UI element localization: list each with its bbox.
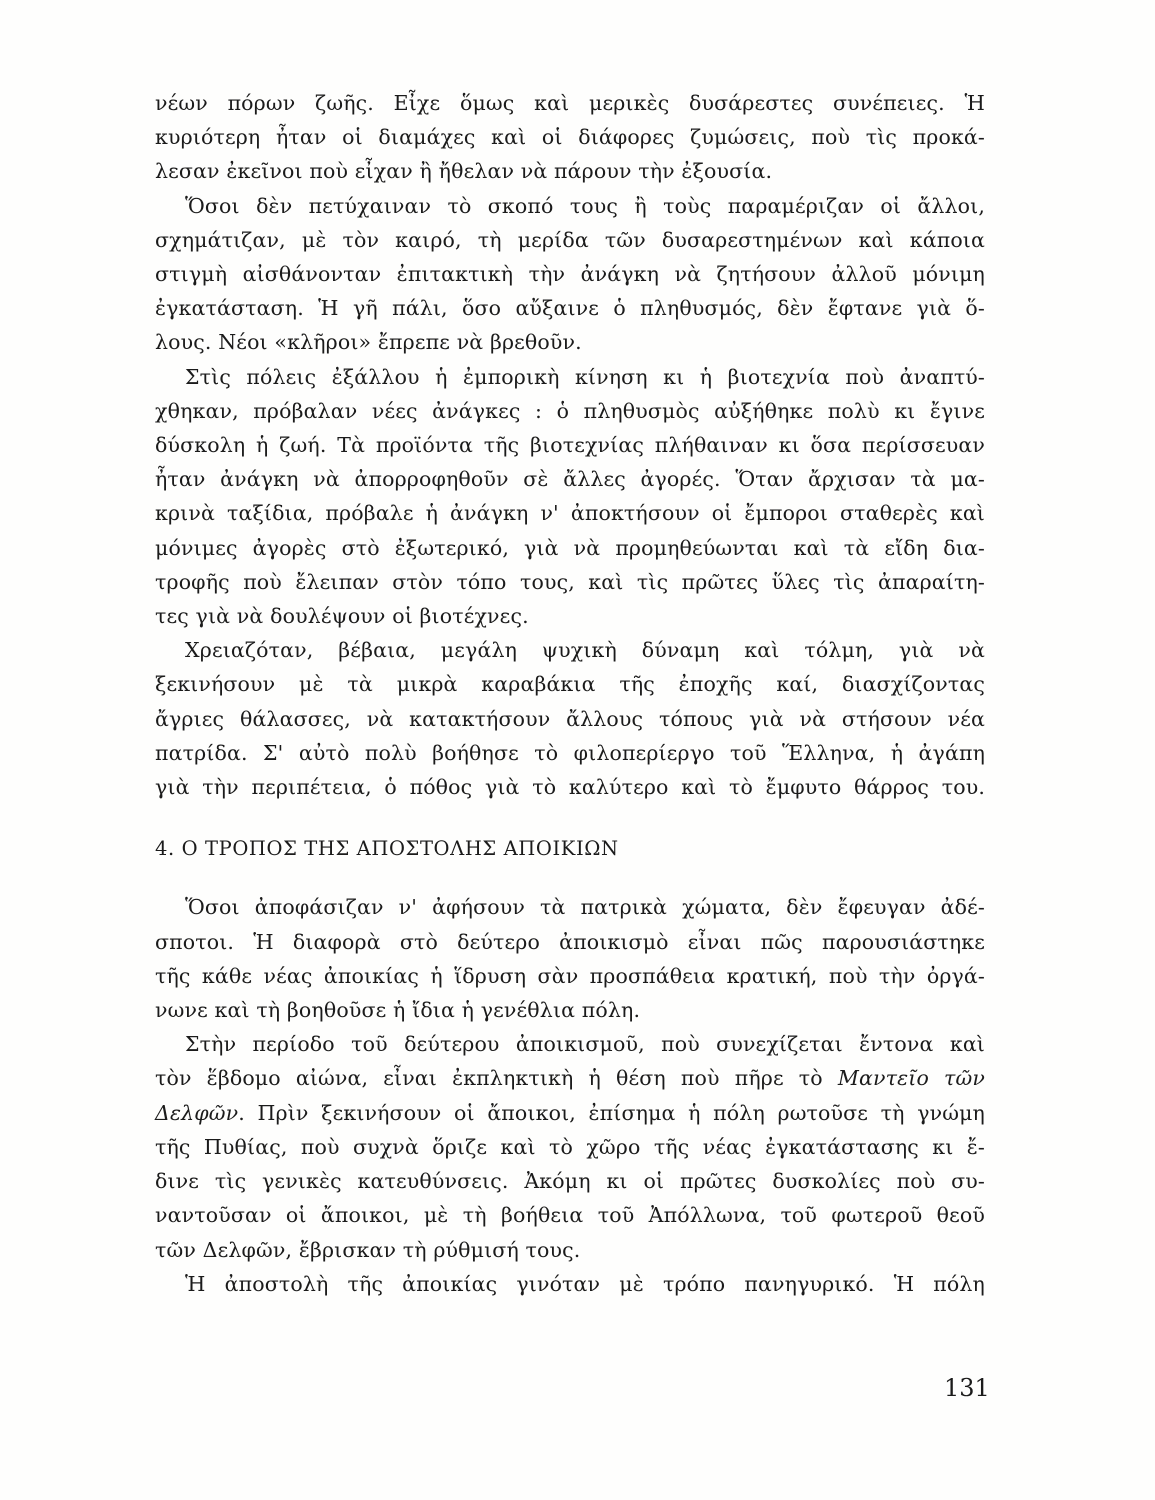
text-run: . Πρὶν ξεκινήσουν οἱ ἄποικοι, ἐπίσημα ἡ πόλη ρωτοῦσε τὴ γνώμη (238, 1100, 985, 1125)
text-line: λους. Νέοι «κλῆροι» ἔπρεπε νὰ βρεθοῦν. (155, 330, 582, 355)
text-line: τες γιὰ νὰ δουλέψουν οἱ βιοτέχνες. (155, 604, 529, 629)
text-line: μόνιμες ἀγορὲς στὸ ἐξωτερικό, γιὰ νὰ προμηθεύωνται καὶ τὰ εἴδη δια- (155, 535, 985, 560)
text-line: ἄγριες θάλασσες, νὰ κατακτήσουν ἄλλους τόπους γιὰ νὰ στήσουν νέα (155, 706, 985, 731)
text-line: Στὴν περίοδο τοῦ δεύτερου ἀποικισμοῦ, ποὺ συνεχίζεται ἔντονα καὶ (185, 1032, 985, 1057)
text-line: τῶν Δελφῶν, ἔβρισκαν τὴ ρύθμισή τους. (155, 1237, 581, 1262)
text-line: τῆς κάθε νέας ἀποικίας ἡ ἵδρυση σὰν προσπάθεια κρατική, ποὺ τὴν ὀργά- (155, 963, 985, 988)
paragraph (155, 189, 985, 360)
text-line: γιὰ τὴν περιπέτεια, ὁ πόθος γιὰ τὸ καλύτερο καὶ τὸ ἔμφυτο θάρρος του. (155, 775, 985, 800)
text-line: κυριότερη ἦταν οἱ διαμάχες καὶ οἱ διάφορες ζυμώσεις, ποὺ τὶς προκά- (155, 125, 985, 150)
paragraph (155, 360, 985, 634)
text-line: στιγμὴ αἰσθάνονταν ἐπιτακτικὴ τὴν ἀνάγκη νὰ ζητήσουν ἀλλοῦ μόνιμη (155, 262, 985, 287)
page-number: 131 (944, 1374, 990, 1402)
text-line: ναντοῦσαν οἱ ἄποικοι, μὲ τὴ βοήθεια τοῦ Ἀπόλλωνα, τοῦ φωτεροῦ θεοῦ (155, 1203, 985, 1228)
paragraph (155, 633, 985, 804)
text-line: κρινὰ ταξίδια, πρόβαλε ἡ ἀνάγκη ν' ἀποκτήσουν οἱ ἔμποροι σταθερὲς καὶ (155, 501, 985, 526)
text-line (155, 1061, 985, 1095)
italic-title: Δελφῶν (155, 1100, 239, 1125)
text-line: χθηκαν, πρόβαλαν νέες ἀνάγκες : ὁ πληθυσμὸς αὐξήθηκε πολὺ κι ἔγινε (155, 398, 985, 423)
text-line: τῆς Πυθίας, ποὺ συχνὰ ὅριζε καὶ τὸ χῶρο τῆς νέας ἐγκατάστασης κι ἔ- (155, 1134, 985, 1159)
text-line: νωνε καὶ τὴ βοηθοῦσε ἡ ἴδια ἡ γενέθλια πόλη. (155, 998, 641, 1023)
text-line: ξεκινήσουν μὲ τὰ μικρὰ καραβάκια τῆς ἐποχῆς καί, διασχίζοντας (155, 672, 985, 697)
paragraph (155, 1267, 985, 1301)
text-run: τὸν ἕβδομο αἰώνα, εἶναι ἐκπληκτικὴ ἡ θέση ποὺ πῆρε τὸ (155, 1066, 838, 1091)
text-line: πατρίδα. Σ' αὐτὸ πολὺ βοήθησε τὸ φιλοπερίεργο τοῦ Ἕλληνα, ἡ ἀγάπη (155, 740, 985, 765)
text-line: νέων πόρων ζωῆς. Εἶχε ὅμως καὶ μερικὲς δυσάρεστες συνέπειες. Ἡ (155, 91, 985, 115)
text-line: ἐγκατάσταση. Ἡ γῆ πάλι, ὅσο αὔξαινε ὁ πληθυσμός, δὲν ἔφτανε γιὰ ὅ- (155, 296, 985, 321)
paragraph (155, 1027, 985, 1266)
text-line: δύσκολη ἡ ζωή. Τὰ προϊόντα τῆς βιοτεχνίας πλήθαιναν κι ὅσα περίσσευαν (155, 433, 985, 458)
text-line: ἦταν ἀνάγκη νὰ ἀπορροφηθοῦν σὲ ἄλλες ἀγορές. Ὅταν ἄρχισαν τὰ μα- (155, 467, 985, 492)
text-line (155, 1096, 985, 1130)
paragraph (155, 890, 985, 1027)
text-line: τροφῆς ποὺ ἔλειπαν στὸν τόπο τους, καὶ τὶς πρῶτες ὕλες τὶς ἀπαραίτη- (155, 569, 985, 594)
body-text (155, 86, 985, 1301)
text-line: σποτοι. Ἡ διαφορὰ στὸ δεύτερο ἀποικισμὸ εἶναι πῶς παρουσιάστηκε (155, 929, 985, 954)
section-heading: 4. Ο ΤΡΟΠΟΣ ΤΗΣ ΑΠΟΣΤΟΛΗΣ ΑΠΟΙΚΙΩΝ (155, 837, 619, 861)
paragraph (155, 86, 985, 189)
text-line: Ὅσοι δὲν πετύχαιναν τὸ σκοπό τους ἢ τοὺς παραμέριζαν οἱ ἄλλοι, (185, 193, 985, 218)
text-line: Ἡ ἀποστολὴ τῆς ἀποικίας γινόταν μὲ τρόπο πανηγυρικό. Ἡ πόλη (185, 1271, 985, 1296)
text-line: δινε τὶς γενικὲς κατευθύνσεις. Ἀκόμη κι οἱ πρῶτες δυσκολίες ποὺ συ- (155, 1169, 985, 1194)
text-line: Ὅσοι ἀποφάσιζαν ν' ἀφήσουν τὰ πατρικὰ χώματα, δὲν ἔφευγαν ἀδέ- (185, 895, 985, 920)
text-line: Χρειαζόταν, βέβαια, μεγάλη ψυχικὴ δύναμη καὶ τόλμη, γιὰ νὰ (185, 638, 985, 663)
text-line: λεσαν ἐκεῖνοι ποὺ εἶχαν ἢ ἤθελαν νὰ πάρουν τὴν ἐξουσία. (155, 159, 773, 184)
italic-title: Μαντεῖο τῶν (837, 1066, 985, 1091)
text-line: Στὶς πόλεις ἐξάλλου ἡ ἐμπορικὴ κίνηση κι ἡ βιοτεχνία ποὺ ἀναπτύ- (185, 364, 985, 389)
text-line: σχημάτιζαν, μὲ τὸν καιρό, τὴ μερίδα τῶν δυσαρεστημένων καὶ κάποια (155, 227, 985, 252)
